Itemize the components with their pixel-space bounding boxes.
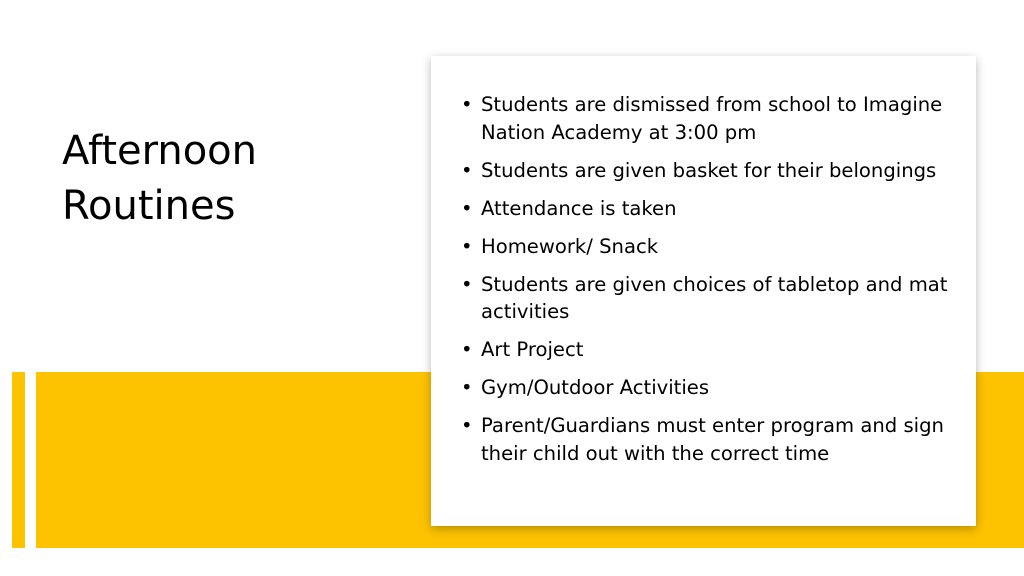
- bullet-item: [461, 374, 961, 402]
- bullet-icon: •: [461, 338, 473, 361]
- bullet-item: [461, 195, 961, 223]
- bullet-icon: •: [461, 93, 473, 116]
- bullet-text: Parent/Guardians must enter program and sign their child out with the correct time: [481, 414, 944, 465]
- accent-strip: [12, 372, 25, 548]
- bullet-icon: •: [461, 158, 473, 182]
- bullet-icon: •: [461, 376, 473, 399]
- bullet-item: [461, 412, 961, 467]
- content-card: [431, 56, 976, 526]
- bullet-icon: •: [461, 414, 473, 437]
- bullet-text: Art Project: [481, 338, 584, 361]
- bullet-icon: •: [461, 196, 473, 220]
- bullet-item: [461, 91, 961, 146]
- slide-title: [62, 124, 392, 234]
- bullet-item: [461, 233, 961, 261]
- bullet-text: Homework/ Snack: [481, 234, 659, 258]
- bullet-text: Students are given basket for their belongings: [481, 158, 937, 182]
- bullet-text: Gym/Outdoor Activities: [481, 376, 710, 399]
- bullet-list: [461, 91, 961, 478]
- bullet-text: Attendance is taken: [481, 196, 677, 220]
- slide-title-line-2: Routines: [62, 183, 236, 229]
- bullet-item: [461, 157, 961, 185]
- bullet-text: Students are dismissed from school to Imagine Nation Academy at 3:00 pm: [481, 93, 943, 144]
- bullet-item: [461, 336, 961, 364]
- bullet-text: Students are given choices of tabletop and mat activities: [481, 272, 948, 323]
- bullet-item: [461, 271, 961, 326]
- bullet-icon: •: [461, 234, 473, 258]
- bullet-icon: •: [461, 272, 473, 296]
- slide-title-line-1: Afternoon: [62, 128, 257, 174]
